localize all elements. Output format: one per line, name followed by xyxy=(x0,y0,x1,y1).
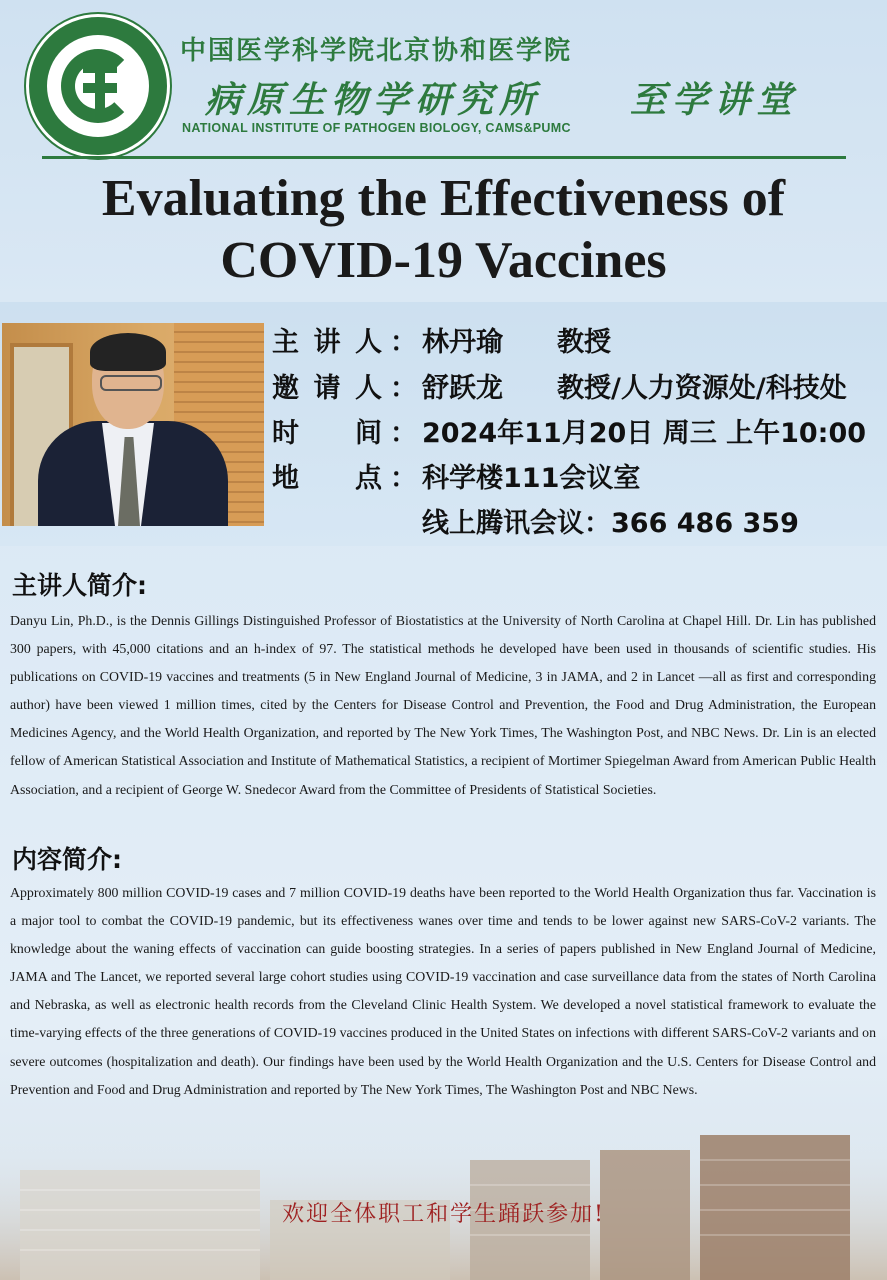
speaker-photo xyxy=(2,323,264,526)
institute-name-cn-line1: 中国医学科学院北京协和医学院 xyxy=(180,36,573,66)
abstract-text: Approximately 800 million COVID-19 cases and 7 million COVID-19 deaths have been reported to the World Health Organization thus far. Vaccination is a major tool to combat the COVID-19 pandemic, but its effectiveness wanes over time and tends to be lower against new SARS-CoV-2 variants. The knowledge about the waning effects of vaccination can guide boosting strategies. In a series of papers published in New England Journal of Medicine, JAMA and The Lancet, we reported several large cohort studies using COVID-19 vaccination and case surveillance data from the states of North Carolina and Nebraska, as well as electronic health records from the Cleveland Clinic Health System. We developed a novel statistical framework to evaluate the time-varying effects of the three generations of COVID-19 vaccines produced in the United States on infections with different SARS-CoV-2 variants and on severe outcomes (hospitalization and death). Our findings have been used by the World Health Organization and the U.S. Centers for Disease Control and Prevention and Food and Drug Administration and reported by The New York Times, The Washington Post and NBC News. xyxy=(10,885,876,1097)
time-value: 2024年11月20日 周三 上午10:00 xyxy=(422,418,867,449)
place-colon: ： xyxy=(390,463,417,494)
speaker-colon: ： xyxy=(390,327,417,358)
time-label: 时 间 xyxy=(272,418,382,449)
host-colon: ： xyxy=(390,373,417,404)
bio-text: Danyu Lin, Ph.D., is the Dennis Gillings Distinguished Professor of Biostatistics at the University of North Carolina at Chapel Hill. Dr. Lin has published 300 papers, with 45,000 citations and an h-index of 97. The statistical methods he developed have been used in thousands of scientific studies. His publications on COVID-19 vaccines and treatments (5 in New England Journal of Medicine, 3 in JAMA, and 2 in Lancet —all as first and corresponding author) have been viewed 1 million times, cited by the Centers for Disease Control and Prevention, the Food and Drug Administration, the European Medicines Agency, and the World Health Organization, and reported by The New York Times, The Washington Post, and NBC News. Dr. Lin is an elected fellow of American Statistical Association and Institute of Mathematical Statistics, a recipient of Mortimer Spiegelman Award from American Public Health Association, and a recipient of George W. Snedecor Award from the Committee of Presidents of Statistical Societies. xyxy=(10,613,876,797)
time-colon: ： xyxy=(390,418,417,449)
host-value: 舒跃龙 教授/人力资源处/科技处 xyxy=(422,373,847,404)
host-label: 邀 请 人 xyxy=(272,373,382,404)
logo-emblem-icon xyxy=(47,35,149,137)
bio-heading: 主讲人简介: xyxy=(12,571,147,600)
place-value: 科学楼111会议室 xyxy=(422,463,641,494)
header-divider xyxy=(42,156,846,159)
speaker-value: 林丹瑜 教授 xyxy=(422,327,611,358)
institute-name-en: NATIONAL INSTITUTE OF PATHOGEN BIOLOGY, CAMS&PUMC xyxy=(182,121,571,135)
page-title xyxy=(0,168,887,292)
institute-name-cn-line2: 病原生物学研究所 xyxy=(205,79,542,121)
abstract-heading: 内容简介: xyxy=(12,845,122,874)
speaker-label: 主 讲 人 xyxy=(272,327,382,358)
title-line2: COVID-19 Vaccines xyxy=(220,232,667,289)
title-line1: Evaluating the Effectiveness of xyxy=(101,170,786,227)
welcome-message: 欢迎全体职工和学生踊跃参加! xyxy=(282,1202,605,1227)
place-label: 地 点 xyxy=(272,463,382,494)
lecture-series-name: 至学讲堂 xyxy=(630,79,799,121)
institute-logo xyxy=(26,14,170,158)
online-meeting-value: 线上腾讯会议：366 486 359 xyxy=(422,508,799,539)
